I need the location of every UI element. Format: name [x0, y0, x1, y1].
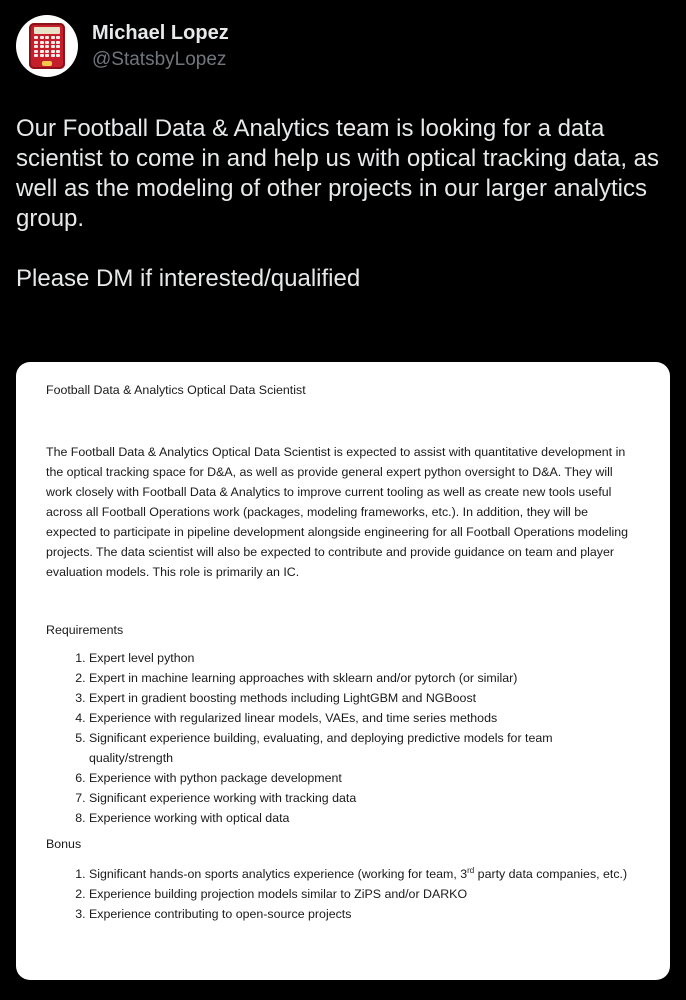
list-item: 5. Significant experience building, evaluating, and deploying predictive models for team quality/strength — [89, 728, 640, 768]
list-item: 3. Experience contributing to open-source projects — [89, 904, 640, 924]
job-posting-image[interactable] — [16, 362, 670, 980]
author-name[interactable]: Michael Lopez — [92, 21, 229, 44]
list-item: 8. Experience working with optical data — [89, 808, 640, 828]
list-item: 2. Expert in machine learning approaches with sklearn and/or pytorch (or similar) — [89, 668, 640, 688]
tweet-paragraph-1: Our Football Data & Analytics team is looking for a data scientist to come in and help us with optical tracking data, as well as the modeling of other projects in our larger analytics group. — [16, 115, 660, 232]
tweet-paragraph-2: Please DM if interested/qualified — [16, 265, 361, 292]
job-description: The Football Data & Analytics Optical Data Scientist is expected to assist with quantitative development in the optical tracking space for D&A, as well as provide general expert python oversight to D&A. They will work closely with Football Data & Analytics to improve current tooling as well as create new tools useful across all Football Operations work (packages, modeling frameworks, etc.). In addition, they will be expected to participate in pipeline development alongside engineering for all Football Operations modeling projects. The data scientist will also be expected to contribute and provide guidance on team and player evaluation models. This role is primarily an IC. — [46, 445, 629, 579]
tweet-header — [16, 14, 229, 78]
list-item: 7. Significant experience working with tracking data — [89, 788, 640, 808]
avatar[interactable] — [16, 15, 78, 77]
author-handle[interactable]: @StatsbyLopez — [92, 48, 227, 70]
calculator-icon — [29, 23, 65, 69]
list-item: 1. Expert level python — [89, 648, 640, 668]
list-item: 2. Experience building projection models similar to ZiPS and/or DARKO — [89, 884, 640, 904]
list-item: 1. Significant hands-on sports analytics experience (working for team, 3rd party data companies, etc.) — [89, 864, 640, 884]
job-title: Football Data & Analytics Optical Data Scientist — [46, 383, 306, 397]
list-item: 4. Experience with regularized linear models, VAEs, and time series methods — [89, 708, 640, 728]
list-item: 3. Expert in gradient boosting methods including LightGBM and NGBoost — [89, 688, 640, 708]
bonus-list — [46, 864, 640, 924]
bonus-heading: Bonus — [46, 837, 82, 851]
tweet-text — [16, 114, 666, 294]
requirements-list — [46, 648, 640, 828]
requirements-heading: Requirements — [46, 623, 124, 637]
list-item: 6. Experience with python package development — [89, 768, 640, 788]
